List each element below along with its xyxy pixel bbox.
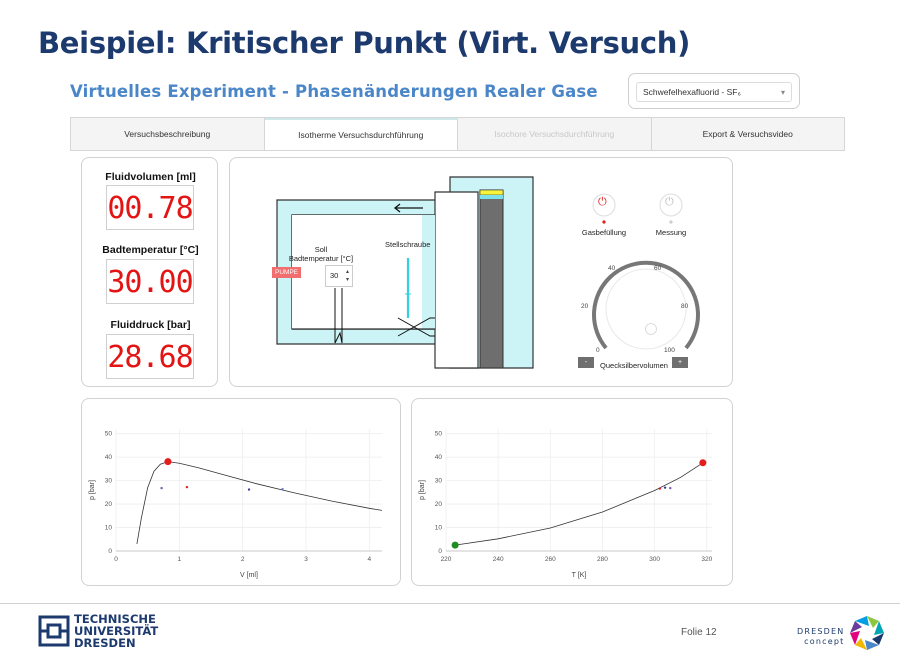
x-axis-label: V [ml] (240, 572, 258, 579)
x-tick-label: 2 (240, 556, 245, 563)
power-icon[interactable]: ⏻ (665, 196, 674, 208)
y-tick-label: 50 (104, 430, 112, 438)
soll-label (286, 245, 356, 263)
data-point (659, 487, 661, 489)
pt-chart (412, 399, 734, 587)
x-tick-label: 320 (701, 556, 713, 563)
tud-line-2: UNIVERSITÄT (74, 624, 159, 638)
tud-wordmark (74, 613, 158, 649)
x-tick-label: 3 (304, 556, 308, 563)
apparatus-panel (229, 157, 733, 387)
dc-line-1: DRESDEN (797, 627, 845, 636)
footer-divider (0, 603, 900, 604)
gas-label: Gasbefüllung (581, 228, 627, 237)
series-line (137, 462, 382, 544)
dial-tick-80: 80 (681, 303, 689, 310)
x-tick-label: 280 (597, 556, 608, 563)
tube-right-wall (422, 215, 435, 329)
y-tick-label: 30 (434, 477, 442, 485)
gas-select-value: Schwefelhexafluorid - SF₆ (643, 87, 741, 97)
pump-label[interactable]: PUMPE (272, 267, 301, 278)
dc-line-2: concept (804, 637, 845, 646)
data-point (452, 542, 459, 549)
data-point (281, 488, 283, 490)
x-axis-label: T [K] (571, 572, 587, 579)
spinner-icon[interactable]: ▴ ▾ (345, 269, 349, 283)
y-axis-label: p [bar] (89, 480, 96, 500)
soll-temp-value: 30 (330, 271, 339, 280)
x-tick-label: 0 (114, 556, 118, 563)
tube-inner (292, 215, 422, 329)
y-tick-label: 10 (434, 524, 442, 532)
x-tick-label: 240 (492, 556, 504, 563)
app-title: Virtuelles Experiment - Phasenänderungen Realer Gase (70, 82, 598, 101)
pt-chart-panel (411, 398, 733, 586)
tab-export[interactable]: Export & Versuchsvideo (702, 129, 793, 139)
gas-led (602, 220, 605, 223)
y-tick-label: 0 (438, 548, 442, 555)
mercury-column (480, 190, 503, 368)
dresden-concept-wordmark (797, 627, 844, 647)
pv-chart (82, 399, 402, 587)
data-point (164, 458, 171, 465)
dial-tick-100: 100 (664, 347, 675, 354)
data-point (248, 488, 250, 490)
volume-display: 00.78 (106, 185, 194, 230)
data-point (669, 487, 671, 489)
pressure-display: 28.68 (106, 334, 194, 379)
dial-label: Quecksilbervolumen (600, 361, 668, 370)
pv-chart-panel (81, 398, 401, 586)
soll-temp-input[interactable] (325, 265, 353, 287)
power-icon[interactable]: ⏻ (598, 196, 607, 208)
soll-label-line2: Badtemperatur [°C] (288, 254, 354, 263)
stellschraube-label: Stellschraube (385, 240, 431, 249)
y-tick-label: 10 (104, 524, 112, 532)
readout-panel (81, 157, 218, 387)
tab-versuchsbeschreibung[interactable]: Versuchsbeschreibung (71, 118, 265, 150)
dresden-concept-logo (848, 614, 886, 652)
x-tick-label: 1 (177, 556, 182, 563)
apparatus-diagram (230, 158, 734, 388)
gas-fill-top (480, 190, 503, 195)
dial-tick-0: 0 (596, 347, 600, 354)
x-tick-label: 300 (649, 556, 661, 563)
data-point (186, 486, 188, 488)
y-tick-label: 30 (104, 477, 112, 485)
dial-tick-20: 20 (581, 303, 589, 310)
tud-line-3: DRESDEN (74, 636, 136, 650)
messung-label: Messung (655, 228, 687, 237)
tud-line-1: TECHNISCHE (74, 612, 156, 626)
data-point (160, 487, 162, 489)
y-tick-label: 40 (104, 454, 112, 462)
tab-bar (70, 117, 845, 151)
volume-label: Fluidvolumen [ml] (105, 171, 196, 183)
gas-select-box[interactable] (628, 73, 800, 109)
slide-title: Beispiel: Kritischer Punkt (Virt. Versuch) (38, 26, 691, 60)
dial-tick-60: 60 (654, 265, 662, 272)
data-point (699, 459, 706, 466)
dial-indicator (646, 324, 657, 335)
slide-number: Folie 12 (681, 627, 717, 638)
y-tick-label: 40 (434, 454, 442, 462)
y-tick-label: 0 (108, 548, 112, 555)
soll-label-line1: Soll (314, 245, 328, 254)
temperature-display: 30.00 (106, 259, 194, 304)
x-tick-label: 260 (544, 556, 556, 563)
y-tick-label: 50 (434, 430, 442, 438)
data-point (664, 486, 666, 488)
dial-tick-40: 40 (608, 265, 616, 272)
messung-led (669, 220, 672, 223)
y-axis-label: p [bar] (419, 480, 426, 500)
dial-knob (606, 269, 689, 349)
x-tick-label: 220 (440, 556, 452, 563)
chevron-down-icon: ▾ (780, 88, 785, 97)
pressure-label: Fluiddruck [bar] (110, 319, 191, 331)
gas-select[interactable] (636, 82, 792, 102)
tud-logo (37, 614, 71, 648)
x-tick-label: 4 (367, 556, 372, 563)
dial-minus-button[interactable]: - (578, 357, 594, 368)
tab-isochore: Isochore Versuchsdurchführung (458, 118, 652, 150)
y-tick-label: 20 (434, 501, 442, 509)
y-tick-label: 20 (104, 501, 112, 509)
dial-plus-button[interactable]: + (672, 357, 688, 368)
temperature-label: Badtemperatur [°C] (102, 244, 199, 256)
tab-isotherme[interactable]: Isotherme Versuchsdurchführung (265, 118, 459, 150)
